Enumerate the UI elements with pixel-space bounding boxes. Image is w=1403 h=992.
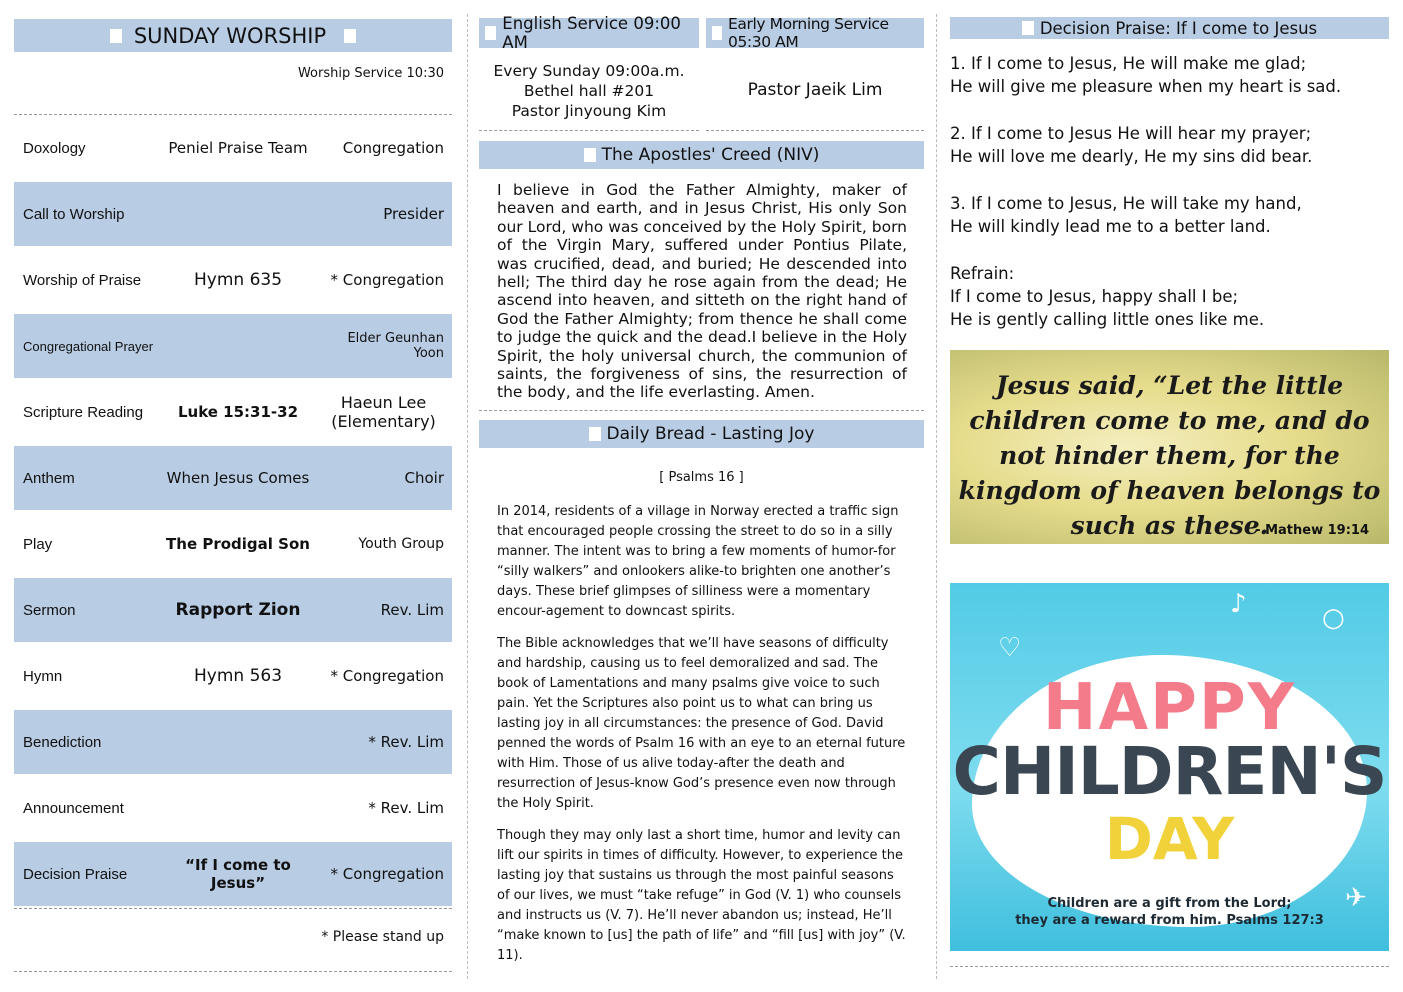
childrens-text: CHILDREN'S	[952, 733, 1387, 810]
english-service-info	[479, 61, 699, 121]
quote-reference: - Mathew 19:14	[1255, 523, 1369, 538]
decision-praise-header	[950, 17, 1389, 39]
service-row	[14, 248, 452, 312]
service-item: Announcement	[23, 799, 124, 817]
square-bullet-icon	[344, 29, 356, 43]
service-leader: * Congregation	[330, 271, 444, 289]
square-bullet-icon	[485, 26, 496, 40]
bread-paragraph: The Bible acknowledges that we’ll have seasons of difficulty and hardship, causing us to feel demoralized and sad. The book of Lamentations and many psalms give voice to such pain. Yet the Scriptures also point us to what can bring us lasting joy in all circumstances: the presence of God. David penned the words of Psalm 16 with an eye to an eternal future with Him. Those of us alive today-after the death and resurrection of Jesus-know God’s presence even now through the Holy Spirit.	[497, 636, 906, 811]
service-detail: Peniel Praise Team	[168, 139, 308, 157]
service-item: Decision Praise	[23, 865, 128, 883]
service-item: Call to Worship	[23, 205, 125, 223]
divider	[479, 130, 699, 131]
happy-text: HAPPY	[1042, 671, 1297, 745]
service-row	[14, 776, 452, 840]
service-item: Hymn	[23, 667, 63, 685]
lyric-line: 1. If I come to Jesus, He will make me glad;	[950, 54, 1307, 73]
lyric-line: He will love me dearly, He my sins did bear.	[950, 147, 1313, 166]
service-detail: “If I come to Jesus”	[185, 856, 291, 892]
song-lyrics	[950, 52, 1380, 355]
service-leader: * Rev. Lim	[368, 799, 444, 817]
english-service-location: Bethel hall #201	[523, 82, 655, 100]
lyric-line: 2. If I come to Jesus He will hear my prayer;	[950, 124, 1312, 143]
divider	[14, 114, 452, 115]
english-service-title: English Service 09:00 AM	[502, 14, 681, 52]
service-row	[14, 380, 452, 444]
service-row	[14, 182, 452, 246]
divider	[14, 971, 452, 972]
quote-text: Jesus said, “Let the little children come to me, and do not hinder them, for the kingdom of heaven belongs to such as these.	[958, 371, 1381, 540]
service-leader: Elder Geunhan Yoon	[347, 331, 444, 361]
creed-text: I believe in God the Father Almighty, maker of heaven and earth, and in Jesus Christ, His only Son our Lord, who was conceived by the Holy Spirit, born of the Virgin Mary, suffered under Pontius Pilate, was crucified, dead, and buried; He descended into hell; The third day he rose again from the dead; He ascend into heaven, and sitteth on the right hand of God the Father Almighty; from thence he shall come to judge the quick and the dead.I believe in the Holy Spirit, the holy universal church, the communion of saints, the forgiveness of sins, the resurrection of the body, and the life everlasting. Amen.	[497, 181, 907, 402]
service-leader: Congregation	[342, 139, 444, 157]
verse-2	[950, 122, 1380, 168]
service-item: Worship of Praise	[23, 271, 142, 289]
divider	[14, 908, 452, 909]
divider	[479, 410, 924, 411]
lyric-line: Refrain:	[950, 264, 1015, 283]
service-detail: Hymn 563	[193, 666, 283, 686]
scripture-quote-image	[950, 350, 1389, 544]
song-title: Decision Praise: If I come to Jesus	[1039, 18, 1318, 38]
early-service-title: Early Morning Service 05:30 AM	[727, 15, 889, 51]
music-note-icon: ♪	[1230, 589, 1247, 619]
service-time: Worship Service 10:30	[297, 66, 444, 81]
service-detail: The Prodigal Son	[166, 535, 310, 553]
lyric-line: He will kindly lead me to a better land.	[950, 217, 1271, 236]
creed-header	[479, 141, 924, 169]
square-bullet-icon	[712, 26, 722, 40]
service-item: Benediction	[23, 733, 102, 751]
service-row	[14, 578, 452, 642]
service-detail: Rapport Zion	[175, 600, 301, 620]
service-leader: Choir	[404, 469, 444, 487]
refrain	[950, 262, 1380, 331]
sunday-worship-title: SUNDAY WORSHIP	[133, 23, 327, 48]
service-row	[14, 644, 452, 708]
early-service-pastor: Pastor Jaeik Lim	[747, 80, 883, 100]
caption-line: Children are a gift from the Lord;	[1047, 896, 1292, 911]
service-row	[14, 116, 452, 180]
bread-paragraph: Though they may only last a short time, humor and levity can lift our spirits in times of difficulty. However, to experience the lasting joy that sustains us through the most painful seasons of our lives, we must “take refuge” in God (V. 1) who counsels and instructs us (V. 7). He’ll never abandon us; instead, He’ll “make known to [us] the path of life” and “fill [us] with joy” (V. 11).	[497, 828, 906, 963]
service-item: Play	[23, 535, 53, 553]
early-service-header	[706, 15, 924, 51]
english-service-header	[479, 14, 699, 52]
paper-plane-icon: ✈	[1345, 883, 1367, 913]
verse-3	[950, 192, 1380, 238]
stand-up-note: * Please stand up	[321, 929, 444, 945]
daily-bread-title: Daily Bread - Lasting Joy	[606, 424, 815, 444]
bread-paragraph: In 2014, residents of a village in Norway erected a traffic sign that encouraged people crossing the street to do so in a silly manner. The intent was to bring a few moments of humor-for “silly walkers” and onlookers alike-to brighten one another’s days. These brief glimpses of silliness were a momentary encour-agement to downcast spirits.	[497, 504, 899, 619]
lyric-line: 3. If I come to Jesus, He will take my hand,	[950, 194, 1302, 213]
sunday-worship-header	[14, 19, 452, 52]
service-detail: Luke 15:31-32	[177, 403, 299, 421]
lyric-line: He is gently calling little ones like me.	[950, 310, 1265, 329]
divider	[706, 130, 924, 131]
english-service-schedule: Every Sunday 09:00a.m.	[493, 62, 685, 80]
square-bullet-icon	[110, 29, 122, 43]
service-item: Scripture Reading	[23, 403, 144, 421]
service-leader: Presider	[383, 205, 444, 223]
service-item: Congregational Prayer	[23, 338, 154, 354]
service-leader: * Rev. Lim	[368, 733, 444, 751]
service-detail: When Jesus Comes	[166, 469, 310, 487]
creed-title: The Apostles' Creed (NIV)	[601, 145, 820, 165]
service-leader: Rev. Lim	[380, 601, 444, 619]
daily-bread-header	[479, 420, 924, 448]
balloon-icon: ○	[1322, 603, 1345, 633]
day-text: DAY	[1104, 805, 1235, 873]
square-bullet-icon	[584, 148, 596, 162]
column-divider	[467, 14, 468, 979]
gift-caption	[950, 895, 1389, 929]
service-item: Sermon	[23, 601, 76, 619]
heart-icon: ♡	[998, 633, 1022, 663]
service-row	[14, 314, 452, 378]
service-leader: Haeun Lee (Elementary)	[331, 393, 436, 431]
service-leader: * Congregation	[330, 667, 444, 685]
square-bullet-icon	[1022, 21, 1034, 35]
service-row	[14, 512, 452, 576]
caption-line: they are a reward from him. Psalms 127:3	[1015, 913, 1324, 928]
service-item: Doxology	[23, 139, 86, 157]
service-leader: Youth Group	[358, 536, 444, 552]
service-detail: Hymn 635	[193, 270, 283, 290]
childrens-day-image	[950, 583, 1389, 951]
service-row	[14, 710, 452, 774]
service-row	[14, 842, 452, 906]
service-row	[14, 446, 452, 510]
daily-bread-text	[497, 502, 907, 978]
square-bullet-icon	[589, 427, 601, 441]
service-leader: * Congregation	[330, 865, 444, 883]
service-item: Anthem	[23, 469, 75, 487]
bread-reference: [ Psalms 16 ]	[659, 470, 744, 485]
lyric-line: He will give me pleasure when my heart is sad.	[950, 77, 1342, 96]
column-divider	[936, 14, 937, 979]
divider	[950, 966, 1389, 967]
lyric-line: If I come to Jesus, happy shall I be;	[950, 287, 1239, 306]
english-service-pastor: Pastor Jinyoung Kim	[511, 102, 667, 120]
verse-1	[950, 52, 1380, 98]
